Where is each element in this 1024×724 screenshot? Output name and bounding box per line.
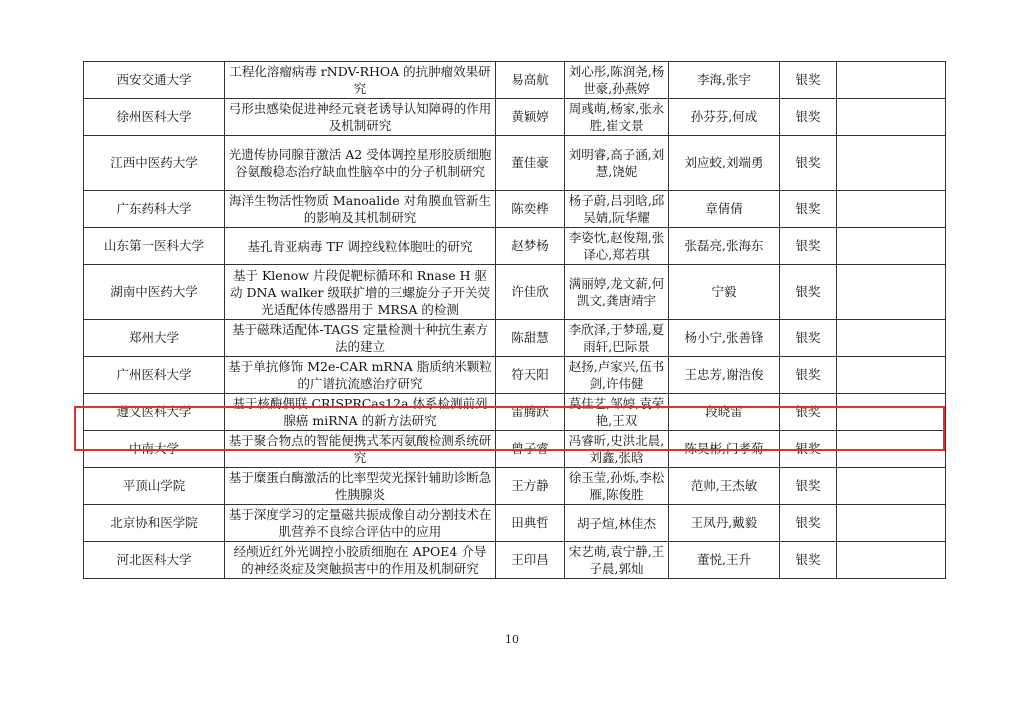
table-row (84, 542, 946, 579)
school-cell: 徐州医科大学 (84, 99, 225, 136)
empty-cell (837, 136, 946, 191)
project-title-cell: 光遗传协同腺苷激活 A2 受体调控星形胶质细胞谷氨酸稳态治疗缺血性脑卒中的分子机制研究 (225, 136, 496, 191)
award-cell: 银奖 (780, 357, 837, 394)
leader-cell: 赵梦杨 (496, 228, 565, 265)
advisors-cell: 孙芬芬,何成 (669, 99, 780, 136)
school-cell: 江西中医药大学 (84, 136, 225, 191)
table-row (84, 320, 946, 357)
project-title-cell: 基于 Klenow 片段促靶标循环和 Rnase H 驱动 DNA walker 级联扩增的三螺旋分子开关荧光适配体传感器用于 MRSA 的检测 (225, 265, 496, 320)
school-cell: 山东第一医科大学 (84, 228, 225, 265)
empty-cell (837, 62, 946, 99)
project-title-cell: 海洋生物活性物质 Manoalide 对角膜血管新生的影响及其机制研究 (225, 191, 496, 228)
leader-cell: 田典哲 (496, 505, 565, 542)
page-number: 10 (505, 633, 519, 646)
table-row (84, 505, 946, 542)
members-cell: 徐玉莹,孙烁,李松雁,陈俊胜 (565, 468, 669, 505)
project-title-cell: 基于糜蛋白酶激活的比率型荧光探针辅助诊断急性胰腺炎 (225, 468, 496, 505)
table-row (84, 136, 946, 191)
empty-cell (837, 468, 946, 505)
empty-cell (837, 394, 946, 431)
school-cell: 遵义医科大学 (84, 394, 225, 431)
award-cell: 银奖 (780, 228, 837, 265)
leader-cell: 雷腾跃 (496, 394, 565, 431)
leader-cell: 王方静 (496, 468, 565, 505)
members-cell: 冯睿昕,史洪北晨,刘鑫,张晗 (565, 431, 669, 468)
award-cell: 银奖 (780, 136, 837, 191)
leader-cell: 董佳豪 (496, 136, 565, 191)
advisors-cell: 宁毅 (669, 265, 780, 320)
leader-cell: 易高航 (496, 62, 565, 99)
school-cell: 河北医科大学 (84, 542, 225, 579)
leader-cell: 曾子睿 (496, 431, 565, 468)
empty-cell (837, 228, 946, 265)
award-cell: 银奖 (780, 505, 837, 542)
advisors-cell: 范帅,王杰敏 (669, 468, 780, 505)
empty-cell (837, 320, 946, 357)
table-body (84, 62, 946, 579)
table-row (84, 357, 946, 394)
project-title-cell: 基于深度学习的定量磁共振成像自动分割技术在肌营养不良综合评估中的应用 (225, 505, 496, 542)
project-title-cell: 经颅近红外光调控小胶质细胞在 APOE4 介导的神经炎症及突触损害中的作用及机制研究 (225, 542, 496, 579)
award-cell: 银奖 (780, 431, 837, 468)
school-cell: 北京协和医学院 (84, 505, 225, 542)
advisors-cell: 段晓雷 (669, 394, 780, 431)
school-cell: 广州医科大学 (84, 357, 225, 394)
members-cell: 刘明睿,高子涵,刘慧,饶妮 (565, 136, 669, 191)
award-table (83, 61, 946, 579)
members-cell: 李姿忱,赵俊翔,张译心,郑若琪 (565, 228, 669, 265)
empty-cell (837, 191, 946, 228)
leader-cell: 陈奕桦 (496, 191, 565, 228)
advisors-cell: 董悦,王升 (669, 542, 780, 579)
school-cell: 郑州大学 (84, 320, 225, 357)
school-cell: 湖南中医药大学 (84, 265, 225, 320)
members-cell: 胡子煊,林佳杰 (565, 505, 669, 542)
school-cell: 西安交通大学 (84, 62, 225, 99)
members-cell: 满丽婷,龙文薪,何凯文,龚唐靖宇 (565, 265, 669, 320)
members-cell: 赵扬,卢家兴,伍书剑,许伟健 (565, 357, 669, 394)
table-row (84, 228, 946, 265)
award-cell: 银奖 (780, 265, 837, 320)
school-cell: 广东药科大学 (84, 191, 225, 228)
table-row (84, 394, 946, 431)
empty-cell (837, 542, 946, 579)
advisors-cell: 王忠芳,谢浩俊 (669, 357, 780, 394)
table-row (84, 431, 946, 468)
advisors-cell: 王凤丹,戴毅 (669, 505, 780, 542)
members-cell: 莫佳艺,邹婷,袁荣艳,王双 (565, 394, 669, 431)
school-cell: 平顶山学院 (84, 468, 225, 505)
leader-cell: 王印昌 (496, 542, 565, 579)
empty-cell (837, 431, 946, 468)
award-cell: 银奖 (780, 99, 837, 136)
project-title-cell: 基孔肯亚病毒 TF 调控线粒体胞吐的研究 (225, 228, 496, 265)
members-cell: 刘心彤,陈润尧,杨世豪,孙燕婷 (565, 62, 669, 99)
members-cell: 周彧萌,杨家,张永胜,崔文景 (565, 99, 669, 136)
advisors-cell: 刘应蛟,刘端勇 (669, 136, 780, 191)
members-cell: 杨子蔚,吕羽晗,邱吴婧,阮华耀 (565, 191, 669, 228)
members-cell: 李欣泽,于梦瑶,夏雨轩,巴际景 (565, 320, 669, 357)
award-cell: 银奖 (780, 468, 837, 505)
leader-cell: 陈甜慧 (496, 320, 565, 357)
advisors-cell: 杨小宁,张善锋 (669, 320, 780, 357)
award-cell: 银奖 (780, 542, 837, 579)
empty-cell (837, 99, 946, 136)
table-row (84, 265, 946, 320)
award-cell: 银奖 (780, 191, 837, 228)
advisors-cell: 陈昊彬,门孝菊 (669, 431, 780, 468)
project-title-cell: 基于聚合物点的智能便携式苯丙氨酸检测系统研究 (225, 431, 496, 468)
advisors-cell: 李海,张宇 (669, 62, 780, 99)
table-row (84, 62, 946, 99)
award-cell: 银奖 (780, 394, 837, 431)
members-cell: 宋艺萌,袁宁静,王子晨,郭灿 (565, 542, 669, 579)
empty-cell (837, 265, 946, 320)
leader-cell: 许佳欣 (496, 265, 565, 320)
empty-cell (837, 505, 946, 542)
award-cell: 银奖 (780, 320, 837, 357)
project-title-cell: 弓形虫感染促进神经元衰老诱导认知障碍的作用及机制研究 (225, 99, 496, 136)
table-row (84, 99, 946, 136)
advisors-cell: 张磊亮,张海东 (669, 228, 780, 265)
leader-cell: 符天阳 (496, 357, 565, 394)
school-cell: 中南大学 (84, 431, 225, 468)
project-title-cell: 基于单抗修饰 M2e-CAR mRNA 脂质纳米颗粒的广谱抗流感治疗研究 (225, 357, 496, 394)
project-title-cell: 基于磁珠适配体-TAGS 定量检测十种抗生素方法的建立 (225, 320, 496, 357)
empty-cell (837, 357, 946, 394)
award-cell: 银奖 (780, 62, 837, 99)
table-row (84, 191, 946, 228)
table-row (84, 468, 946, 505)
project-title-cell: 基于核酶偶联 CRISPRCas12a 体系检测前列腺癌 miRNA 的新方法研究 (225, 394, 496, 431)
project-title-cell: 工程化溶瘤病毒 rNDV-RHOA 的抗肿瘤效果研究 (225, 62, 496, 99)
advisors-cell: 章倩倩 (669, 191, 780, 228)
leader-cell: 黄颖婷 (496, 99, 565, 136)
